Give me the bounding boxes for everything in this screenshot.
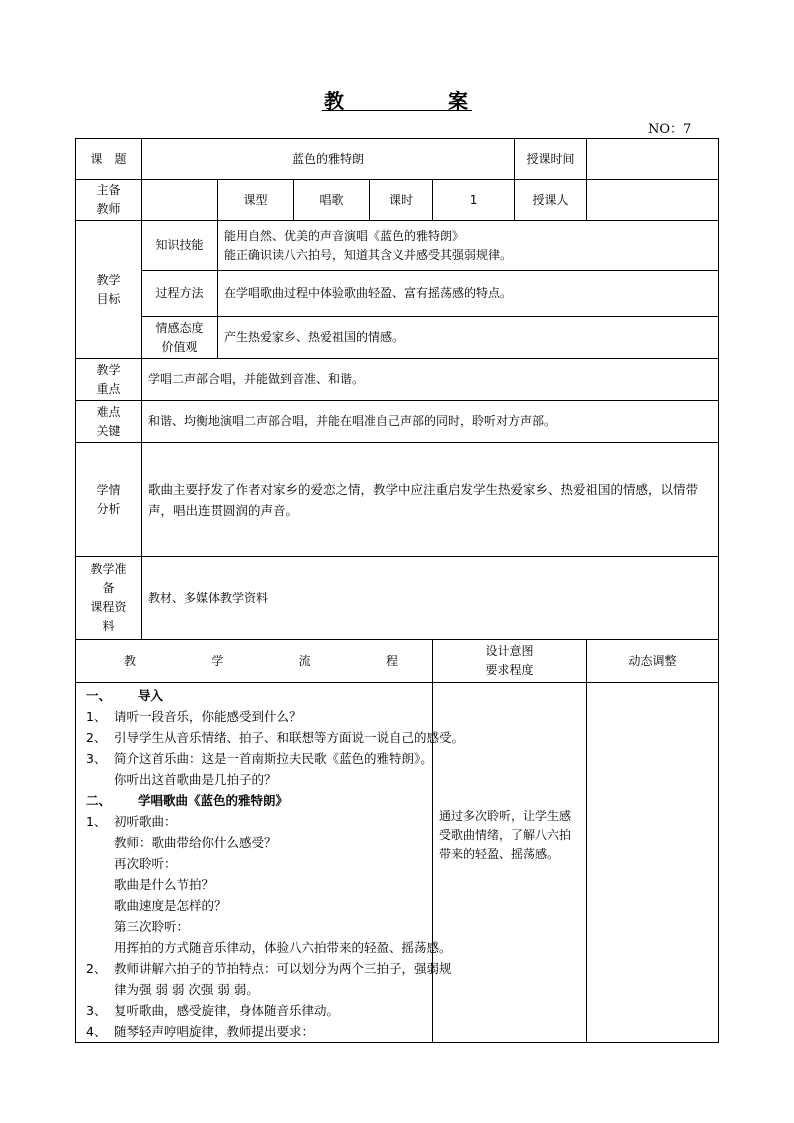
flow-line-text: 你听出这首歌曲是几拍子的？ xyxy=(114,772,277,787)
flow-line xyxy=(80,748,433,769)
topic-label: 课 题 xyxy=(76,139,142,180)
process-text: 在学唱歌曲过程中体验歌曲轻盈、富有摇荡感的特点。 xyxy=(218,271,719,317)
knowledge-line-2: 能正确识读八六拍号，知道其含义并感受其强弱规律。 xyxy=(224,247,513,262)
row-topic xyxy=(76,139,719,180)
flow-line-number: 4、 xyxy=(86,1024,107,1039)
instructor-label: 授课人 xyxy=(515,180,587,221)
flow-line-text: 随琴轻声哼唱旋律，教师提出要求： xyxy=(114,1024,315,1039)
type-label: 课型 xyxy=(218,180,294,221)
design-text: 通过多次聆听，让学生感受歌曲情绪，了解八六拍带来的轻盈、摇荡感。 xyxy=(433,683,587,1043)
adjust-text xyxy=(587,683,719,1043)
flow-line xyxy=(80,769,428,790)
difficulty-label: 难点关键 xyxy=(76,401,142,443)
row-teacher xyxy=(76,180,719,221)
flow-line-number: 3、 xyxy=(86,1003,107,1018)
row-analysis xyxy=(76,443,719,557)
flow-content xyxy=(76,683,465,1043)
flow-line-text: 再次聆听： xyxy=(114,856,177,871)
type-value: 唱歌 xyxy=(294,180,370,221)
flow-line xyxy=(80,832,428,853)
flow-line xyxy=(80,727,465,748)
flow-line-text: 引导学生从音乐情绪、拍子、和联想等方面说一说自己的感受。 xyxy=(114,730,465,745)
page-title xyxy=(322,85,472,111)
analysis-label: 学情分析 xyxy=(76,443,142,557)
hours-label: 课时 xyxy=(370,180,433,221)
row-difficulty xyxy=(76,401,719,443)
row-goal-emotion xyxy=(76,317,719,359)
analysis-text: 歌曲主要抒发了作者对家乡的爱恋之情，教学中应注重启发学生热爱家乡、热爱祖国的情感，以情带声，唱出连贯圆润的声音。 xyxy=(142,443,719,557)
flow-line-number: 1、 xyxy=(86,814,107,829)
emotion-text: 产生热爱家乡、热爱祖国的情感。 xyxy=(218,317,719,359)
flow-line-text: 第三次聆听： xyxy=(114,919,190,934)
flow-line-text: 初听歌曲： xyxy=(114,814,177,829)
flow-line xyxy=(80,790,428,811)
row-flow-header xyxy=(76,640,719,683)
flow-line-text: 请听一段音乐，你能感受到什么？ xyxy=(114,709,302,724)
row-goal-process xyxy=(76,271,719,317)
flow-line xyxy=(80,811,428,832)
row-focus xyxy=(76,359,719,401)
flow-header-char-1: 教 xyxy=(124,653,137,668)
flow-line-text: 律为强 弱 弱 次强 弱 弱。 xyxy=(114,982,259,997)
flow-line-text: 导入 xyxy=(138,688,164,703)
flow-line-text: 学唱歌曲《蓝色的雅特朗》 xyxy=(138,793,289,808)
emotion-label: 情感态度 价值观 xyxy=(142,317,218,359)
flow-line xyxy=(80,937,452,958)
knowledge-line-1: 能用自然、优美的声音演唱《蓝色的雅特朗》 xyxy=(224,228,465,243)
row-prep xyxy=(76,557,719,640)
title-char-2: 案 xyxy=(448,89,468,113)
flow-line-text: 用挥拍的方式随音乐律动，体验八六拍带来的轻盈、摇荡感。 xyxy=(114,940,452,955)
flow-line xyxy=(80,895,428,916)
difficulty-text: 和谐、均衡地演唱二声部合唱，并能在唱准自己声部的同时，聆听对方声部。 xyxy=(142,401,719,443)
flow-line xyxy=(80,685,428,706)
goals-label: 教学目标 xyxy=(76,221,142,359)
flow-line xyxy=(80,1021,428,1042)
flow-line-text: 歌曲是什么节拍？ xyxy=(114,877,215,892)
teacher-value xyxy=(142,180,218,221)
flow-line xyxy=(80,706,428,727)
focus-label: 教学重点 xyxy=(76,359,142,401)
flow-line xyxy=(80,916,428,937)
knowledge-text xyxy=(218,221,719,271)
flow-lines xyxy=(80,685,465,1042)
hours-value: 1 xyxy=(433,180,515,221)
title-underline xyxy=(322,110,472,111)
flow-line-number: 2、 xyxy=(86,961,107,976)
flow-line xyxy=(80,958,452,979)
flow-line-number: 1、 xyxy=(86,709,107,724)
flow-line-number: 3、 xyxy=(86,751,107,766)
document-number: NO：7 xyxy=(648,122,692,137)
flow-line-number: 二、 xyxy=(86,793,112,808)
instructor-value xyxy=(587,180,719,221)
flow-header xyxy=(76,640,433,683)
time-value xyxy=(587,139,719,180)
flow-header-char-2: 学 xyxy=(211,653,224,668)
flow-line-text: 教师讲解六拍子的节拍特点：可以划分为两个三拍子，强弱规 xyxy=(114,961,452,976)
flow-line-text: 教师：歌曲带给你什么感受？ xyxy=(114,835,277,850)
flow-line-text: 复听歌曲，感受旋律，身体随音乐律动。 xyxy=(114,1003,340,1018)
prep-text: 教材、多媒体教学资料 xyxy=(142,557,719,640)
flow-line xyxy=(80,853,428,874)
flow-header-char-4: 程 xyxy=(385,653,398,668)
time-label: 授课时间 xyxy=(515,139,587,180)
teacher-label: 主备教师 xyxy=(76,180,142,221)
flow-line xyxy=(80,874,428,895)
flow-line-number: 2、 xyxy=(86,730,107,745)
flow-line xyxy=(80,979,428,1000)
adjust-header: 动态调整 xyxy=(587,640,719,683)
flow-line-text: 歌曲速度是怎样的？ xyxy=(114,898,227,913)
prep-label: 教学准备 课程资料 xyxy=(76,557,142,640)
row-flow-body xyxy=(76,683,719,1043)
title-char-1: 教 xyxy=(324,89,344,113)
flow-line-text: 简介这首乐曲：这是一首南斯拉夫民歌《蓝色的雅特朗》。 xyxy=(114,751,433,766)
flow-line-number: 一、 xyxy=(86,688,112,703)
process-label: 过程方法 xyxy=(142,271,218,317)
focus-text: 学唱二声部合唱，并能做到音准、和谐。 xyxy=(142,359,719,401)
knowledge-label: 知识技能 xyxy=(142,221,218,271)
design-header: 设计意图 要求程度 xyxy=(433,640,587,683)
flow-header-char-3: 流 xyxy=(298,653,311,668)
lesson-plan-table xyxy=(75,138,719,1043)
topic-value: 蓝色的雅特朗 xyxy=(142,139,515,180)
flow-line xyxy=(80,1000,428,1021)
row-goal-knowledge xyxy=(76,221,719,271)
